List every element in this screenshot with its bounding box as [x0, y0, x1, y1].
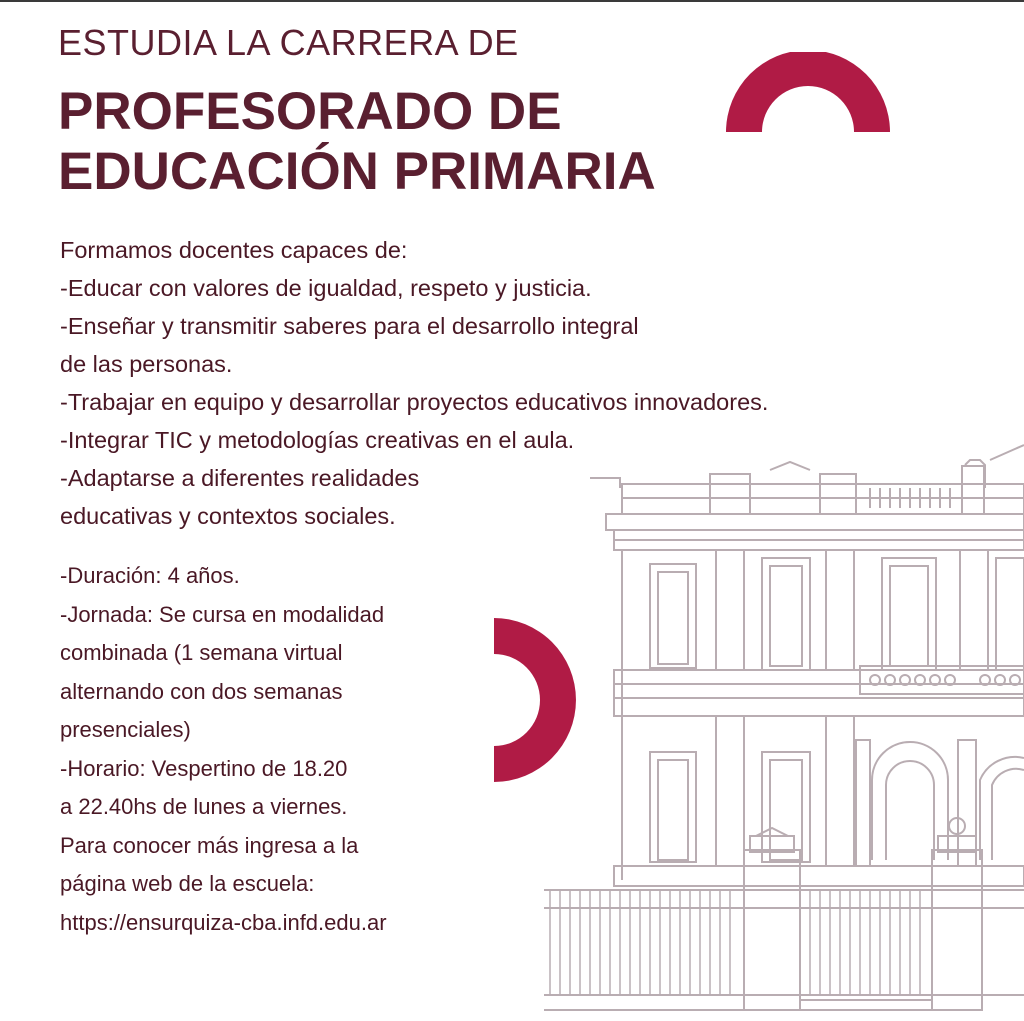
details-line: combinada (1 semana virtual: [60, 640, 343, 665]
details-line: Para conocer más ingresa a la: [60, 832, 359, 858]
pre-title: ESTUDIA LA CARRERA DE: [58, 22, 519, 63]
website-link[interactable]: https://ensurquiza-cba.infd.edu.ar: [60, 909, 387, 935]
page-title: [58, 82, 738, 202]
intro-line: -Enseñar y transmitir saberes para el desarrollo integral: [60, 313, 639, 339]
details-line: -Duración: 4 años.: [60, 563, 240, 588]
details-line: -Jornada: Se cursa en modalidad: [60, 601, 385, 627]
intro-line: educativas y contextos sociales.: [60, 503, 396, 529]
details-line: presenciales): [60, 717, 191, 742]
school-building-illustration: [530, 440, 1024, 1021]
details-line: página web de la escuela:: [60, 871, 315, 896]
details-line: -Horario: Vespertino de 18.20: [60, 755, 348, 781]
intro-line: -Integrar TIC y metodologías creativas en el aula.: [60, 427, 575, 453]
intro-line: de las personas.: [60, 351, 233, 377]
details-list: [60, 557, 387, 942]
title-line-1: PROFESORADO DE: [58, 82, 562, 141]
quarter-circle-arc: [494, 618, 576, 782]
intro-line: Formamos docentes capaces de:: [60, 237, 408, 263]
intro-line: -Educar con valores de igualdad, respeto y justicia.: [60, 275, 592, 301]
title-line-2: EDUCACIÓN PRIMARIA: [58, 142, 656, 201]
intro-line: -Trabajar en equipo y desarrollar proyectos educativos innovadores.: [60, 389, 769, 415]
details-line: alternando con dos semanas: [60, 678, 343, 704]
intro-line: -Adaptarse a diferentes realidades: [60, 465, 420, 491]
details-line: a 22.40hs de lunes a viernes.: [60, 794, 348, 819]
half-circle-arc: [726, 52, 890, 134]
top-border: [0, 0, 1024, 2]
